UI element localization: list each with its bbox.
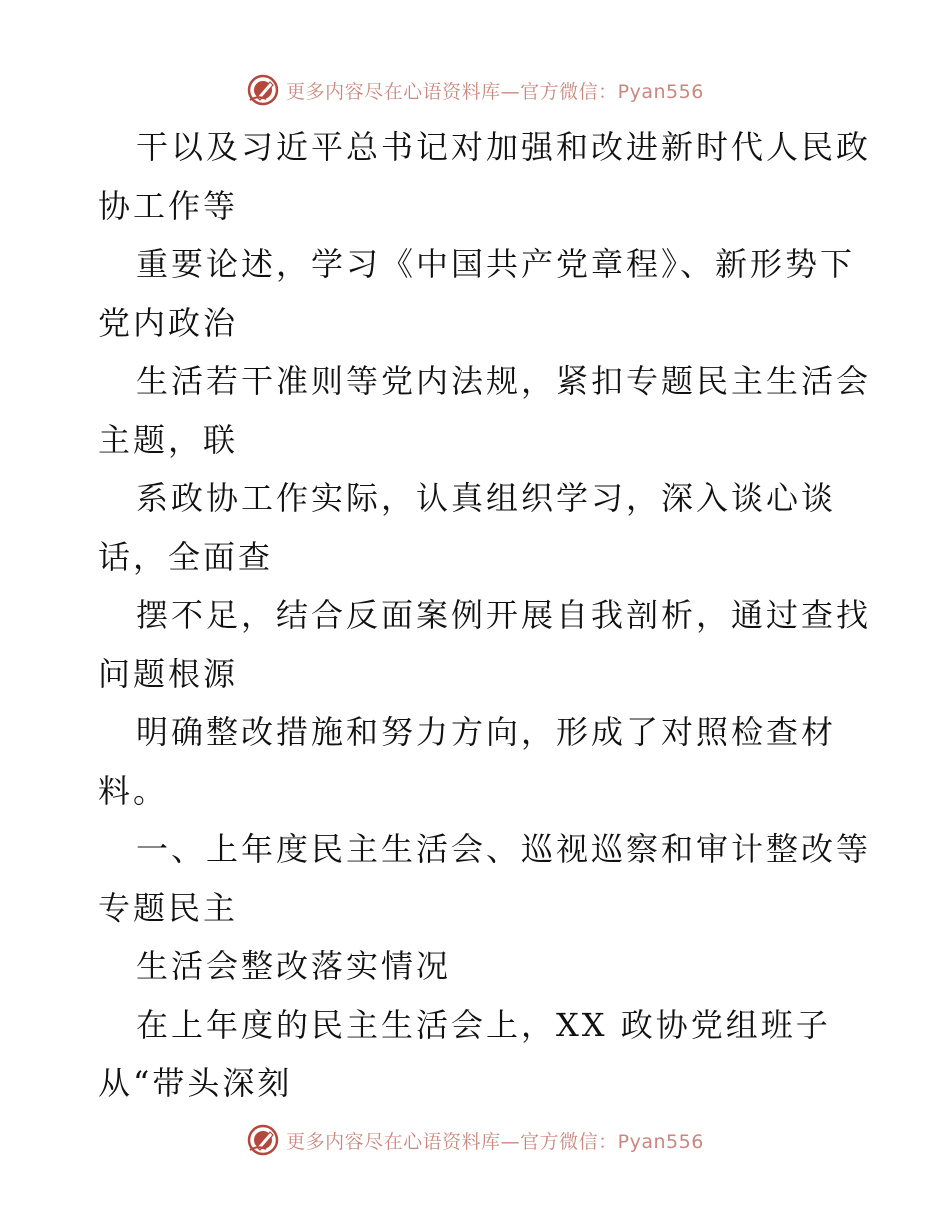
text-line: 干以及习近平总书记对加强和改进新时代人民政 [136,128,872,166]
text-line: 党内政治 [98,303,239,342]
watermark-text: 更多内容尽在心语资料库—官方微信：Pyan556 [286,80,704,103]
text-line: 生活若干准则等党内法规，紧扣专题民主生活会 [136,362,872,400]
document-body [98,118,872,1113]
text-line: 协工作等 [98,186,239,225]
header-watermark [0,70,950,110]
text-line: 从“带头深刻 [98,1064,293,1102]
text-line: 在上年度的民主生活会上，XX 政协党组班子 [136,1005,831,1044]
text-line: 料。 [98,771,169,810]
text-line: 一、上年度民主生活会、巡视巡察和审计整改等 [136,830,872,868]
text-line: 生活会整改落实情况 [136,947,452,985]
text-line: 重要论述，学习《中国共产党章程》、新形势下 [136,245,856,283]
watermark-text: 更多内容尽在心语资料库—官方微信：Pyan556 [286,1130,704,1153]
text-line: 明确整改措施和努力方向，形成了对照检查材 [136,713,837,751]
pen-logo-icon [246,1123,280,1157]
text-line: 专题民主 [98,888,239,927]
text-line: 话，全面查 [98,537,274,576]
text-line: 问题根源 [98,654,239,693]
text-line: 系政协工作实际，认真组织学习，深入谈心谈 [136,479,837,517]
pen-logo-icon [246,73,280,107]
footer-watermark [0,1120,950,1160]
text-line: 摆不足，结合反面案例开展自我剖析，通过查找 [136,596,872,634]
text-line: 主题，联 [98,420,239,459]
